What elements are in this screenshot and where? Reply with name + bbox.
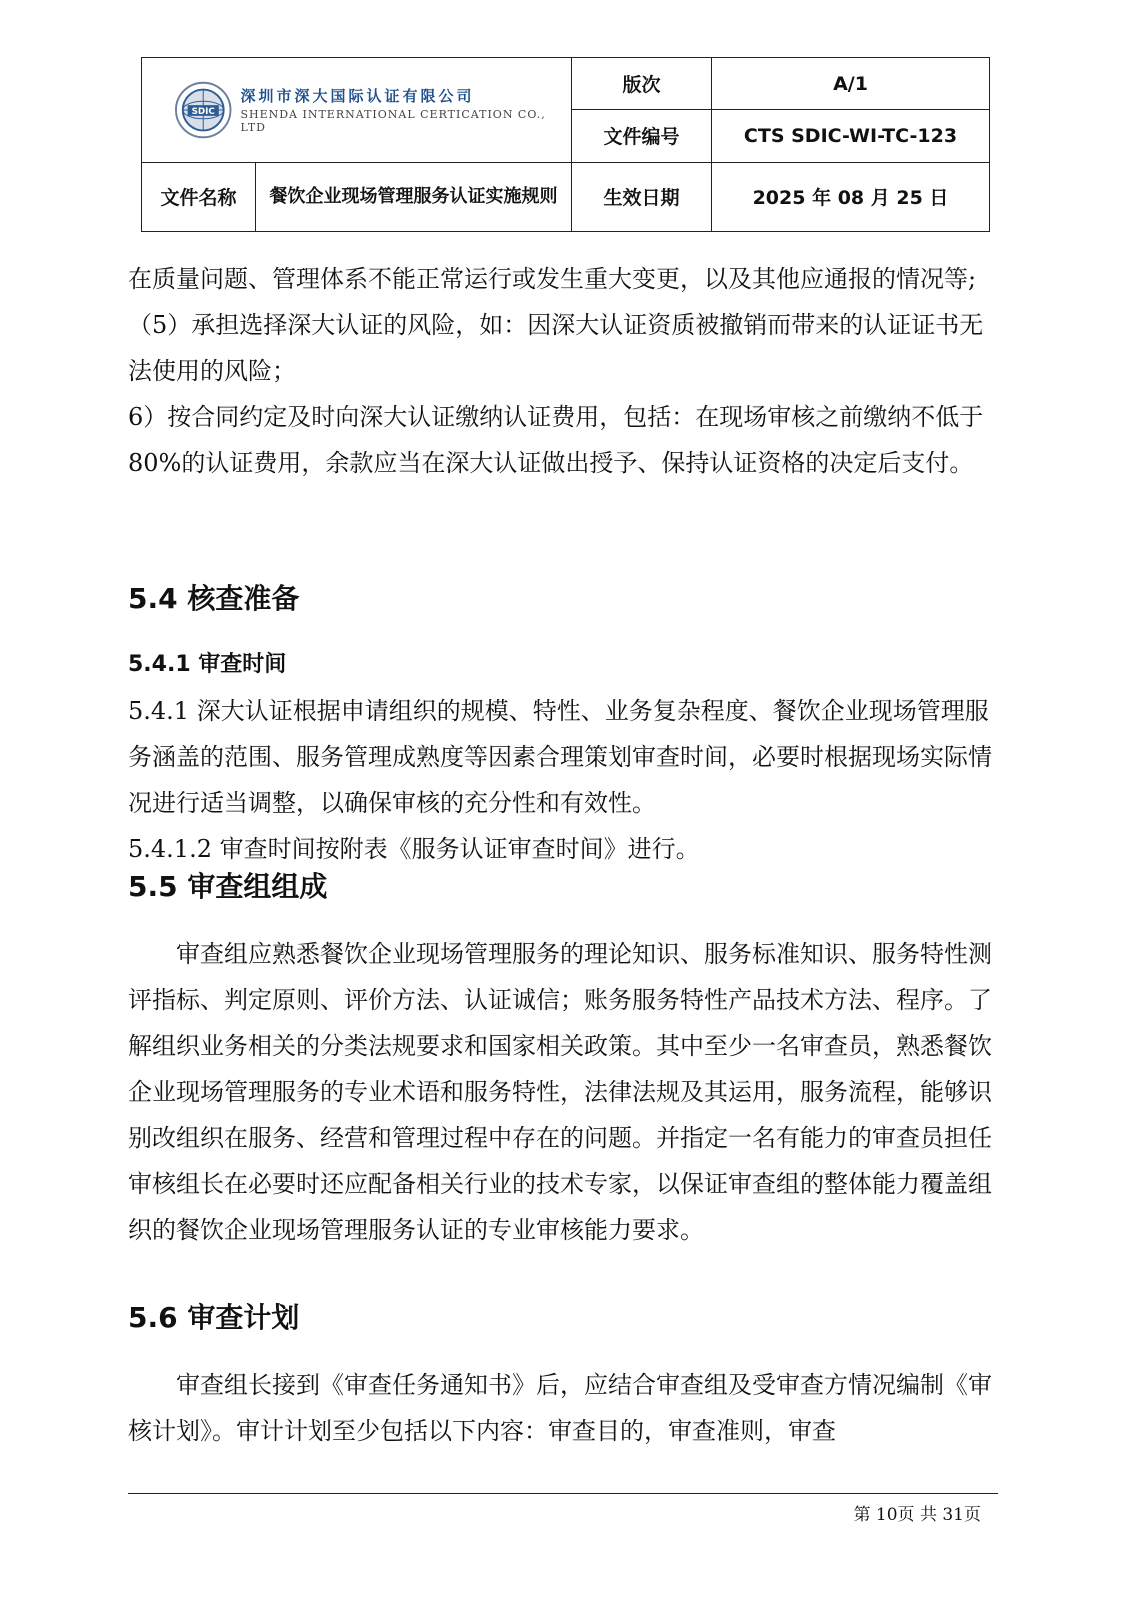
company-name-cn: 深圳市深大国际认证有限公司 — [240, 87, 475, 106]
page-number: 第 10页 共 31页 — [853, 1505, 981, 1525]
doc-number-label: 文件编号 — [572, 110, 712, 162]
paragraph-5: 5.4.1.2 审查时间按附表《服务认证审查时间》进行。 — [128, 835, 700, 863]
doc-name-label: 文件名称 — [142, 162, 256, 231]
paragraph-1: 在质量问题、管理体系不能正常运行或发生重大变更，以及其他应通报的情况等; — [128, 265, 977, 293]
company-logo-icon — [174, 80, 232, 140]
paragraph-2: （5）承担选择深大认证的风险，如：因深大认证资质被撤销而带来的认证证书无法使用的风险； — [128, 311, 984, 385]
company-logo-cell — [142, 58, 572, 163]
paragraph-3: 6）按合同约定及时向深大认证缴纳认证费用，包括：在现场审核之前缴纳不低于 80%的认证费用，余款应当在深大认证做出授予、保持认证资格的决定后支付。 — [128, 403, 984, 477]
doc-number-value: CTS SDIC-WI-TC-123 — [712, 110, 990, 162]
footer-divider — [128, 1493, 998, 1494]
version-label: 版次 — [572, 58, 712, 110]
paragraph-4: 5.4.1 深大认证根据申请组织的规模、特性、业务复杂程度、餐饮企业现场管理服务涵盖的范围、服务管理成熟度等因素合理策划审查时间，必要时根据现场实际情况进行适当调整，以确保审核的充分性和有效性。 — [128, 697, 992, 817]
paragraph-6: 审查组应熟悉餐饮企业现场管理服务的理论知识、服务标准知识、服务特性测评指标、判定原则、评价方法、认证诚信；账务服务特性产品技术方法、程序。了解组织业务相关的分类法规要求和国家相关政策。其中至少一名审查员，熟悉餐饮企业现场管理服务的专业术语和服务特性，法律法规及其运用，服务流程，能够识别改组织在服务、经营和管理过程中存在的问题。并指定一名有能力的审查员担任审核组长在必要时还应配备相关行业的技术专家，以保证审查组的整体能力覆盖组织的餐饮企业现场管理服务认证的专业审核能力要求。 — [128, 940, 992, 1244]
section-heading-5-5: 5.5 审查组组成 — [128, 870, 328, 903]
section-heading-5-4: 5.4 核查准备 — [128, 582, 300, 615]
document-header-table — [141, 57, 990, 232]
company-name-en: SHENDA INTERNATIONAL CERTICATION CO., LTD — [240, 108, 546, 135]
effective-date-value: 2025 年 08 月 25 日 — [712, 162, 990, 231]
svg-text:SDIC: SDIC — [191, 106, 215, 117]
subsection-heading-5-4-1: 5.4.1 审查时间 — [128, 652, 287, 677]
version-value: A/1 — [712, 58, 990, 110]
paragraph-7: 审查组长接到《审查任务通知书》后，应结合审查组及受审查方情况编制《审核计划》。审计计划至少包括以下内容：审查目的，审查准则，审查 — [128, 1371, 992, 1445]
effective-date-label: 生效日期 — [572, 162, 712, 231]
doc-name-value: 餐饮企业现场管理服务认证实施规则 — [256, 162, 572, 231]
section-heading-5-6: 5.6 审查计划 — [128, 1301, 300, 1334]
